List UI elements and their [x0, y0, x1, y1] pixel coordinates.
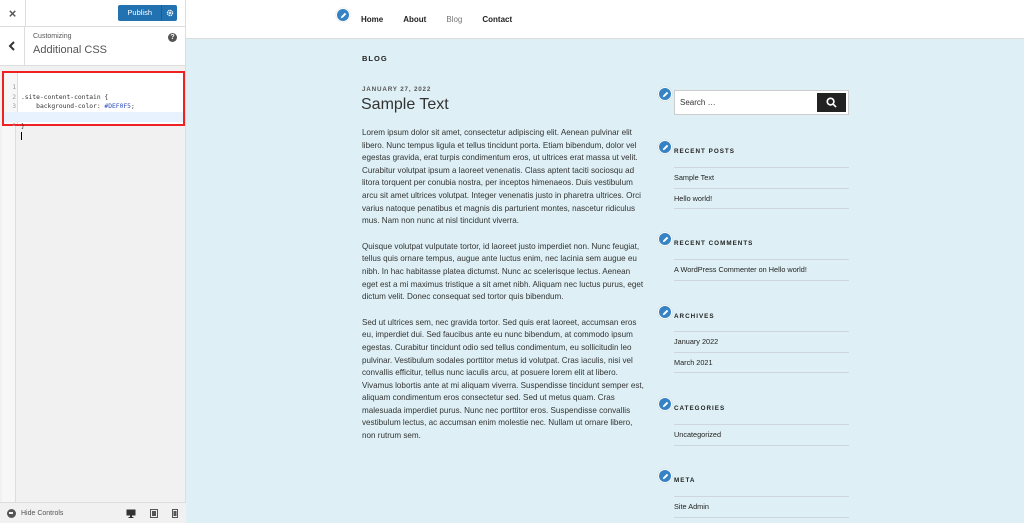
- close-customizer-button[interactable]: ×: [0, 0, 26, 26]
- edit-widget-shortcut[interactable]: [658, 397, 672, 411]
- edit-menu-shortcut[interactable]: [336, 8, 350, 22]
- list-item[interactable]: Sample Text: [674, 168, 849, 189]
- back-button[interactable]: [0, 27, 25, 65]
- pencil-icon: [340, 12, 347, 19]
- post-date[interactable]: JANUARY 27, 2022: [362, 86, 432, 93]
- edit-widget-shortcut[interactable]: [658, 232, 672, 246]
- list-item[interactable]: March 2021: [674, 353, 849, 374]
- list-item[interactable]: Uncategorized: [674, 425, 849, 446]
- post-paragraph: Quisque volutpat vulputate tortor, id laoreet justo imperdiet non. Nunc feugiat, tellus quis ornare tempus, augue ante luctus enim, nec lacinia sem augue eu nibh. In hac habitasse platea dictumst. Nunc ac scelerisque lectus. Aenean eget est a mi maximus tristique a sit amet nibh. Aliquam nec luctus purus, eget dictum velit. Donec consequat sed tortor quis bibendum.: [362, 241, 644, 302]
- nav-item-contact[interactable]: Contact: [482, 15, 513, 24]
- widget-title-recent-comments: RECENT COMMENTS: [674, 240, 754, 247]
- mobile-icon: [172, 509, 178, 518]
- edit-widget-shortcut[interactable]: [658, 305, 672, 319]
- pencil-icon: [662, 401, 669, 408]
- meta-list: [674, 496, 849, 518]
- publish-settings-button[interactable]: [161, 5, 177, 21]
- site-navigation: [186, 0, 1024, 39]
- edit-widget-shortcut[interactable]: [658, 87, 672, 101]
- widget-title-categories: CATEGORIES: [674, 405, 726, 412]
- gear-icon: [166, 9, 174, 17]
- publish-button[interactable]: Publish: [118, 5, 161, 21]
- list-item[interactable]: January 2022: [674, 332, 849, 353]
- comment-author-link[interactable]: A WordPress Commenter: [674, 265, 757, 274]
- site-preview: [186, 0, 1024, 523]
- publish-group: [118, 5, 177, 21]
- desktop-icon: [126, 509, 136, 518]
- search-widget: [674, 90, 849, 115]
- list-item[interactable]: Hello world!: [674, 189, 849, 210]
- nav-item-blog[interactable]: Blog: [446, 15, 463, 24]
- section-header: [0, 27, 185, 66]
- post-title[interactable]: Sample Text: [361, 96, 449, 113]
- pencil-icon: [662, 309, 669, 316]
- code-line-active: [4, 112, 183, 122]
- pencil-icon: [662, 91, 669, 98]
- list-item: A WordPress Commenter on Hello world!: [674, 260, 849, 281]
- widget-title-archives: ARCHIVES: [674, 313, 715, 320]
- collapse-icon: [7, 509, 16, 518]
- code-line: 3: [12, 103, 16, 111]
- post-paragraph: Lorem ipsum dolor sit amet, consectetur adipiscing elit. Aenean pulvinar elit libero. Nunc tempus ligula et tellus tincidunt porta. Etiam bibendum, dolor vel egestas gravida, erat turpis condimentum eros, ut ultrices erat massa ut velit. Curabitur volutpat ipsum a laoreet venenatis. Class aptent taciti sociosqu ad litora torquent per conubia nostra, per inceptos himenaeos. Duis vestibulum arcu sit amet ultrices volutpat. Integer venenatis justo in pharetra ultrices. Orci varius natoque penatibus et magnis dis parturient montes, nascetur ridiculus mus. Nam non nunc at nisl tincidunt viverra.: [362, 128, 641, 226]
- nav-item-home[interactable]: Home: [361, 15, 384, 24]
- widget-title-recent-posts: RECENT POSTS: [674, 148, 735, 155]
- page-title: BLOG: [362, 54, 388, 63]
- categories-list: [674, 424, 849, 446]
- css-code-editor[interactable]: [2, 71, 185, 126]
- edit-widget-shortcut[interactable]: [658, 469, 672, 483]
- list-item[interactable]: Site Admin: [674, 497, 849, 518]
- tablet-preview-button[interactable]: [150, 509, 158, 518]
- code-line: [4, 102, 183, 112]
- nav-item-about[interactable]: About: [403, 15, 427, 24]
- pencil-icon: [662, 473, 669, 480]
- search-button[interactable]: [817, 93, 846, 112]
- customizer-sidebar: [0, 0, 186, 523]
- code-line: 1 .site-content-contain {: [12, 83, 109, 101]
- edit-widget-shortcut[interactable]: [658, 140, 672, 154]
- comment-post-link[interactable]: Hello world!: [768, 265, 807, 274]
- archives-list: [674, 331, 849, 373]
- post-content: [362, 127, 644, 456]
- chevron-left-icon: [8, 41, 16, 51]
- customizer-footer: [0, 502, 186, 523]
- customizer-top-bar: [0, 0, 185, 27]
- text-cursor: [21, 132, 22, 140]
- nav-menu: [361, 15, 532, 24]
- recent-posts-list: [674, 167, 849, 209]
- help-icon[interactable]: ?: [168, 33, 177, 42]
- recent-comments-list: [674, 259, 849, 281]
- device-preview-buttons: [126, 509, 186, 518]
- customizing-label: Customizing: [33, 33, 72, 40]
- search-icon: [826, 97, 837, 108]
- search-input[interactable]: [675, 91, 818, 114]
- tablet-icon: [150, 509, 158, 518]
- section-title: Additional CSS: [33, 44, 107, 56]
- pencil-icon: [662, 144, 669, 151]
- desktop-preview-button[interactable]: [126, 509, 136, 518]
- mobile-preview-button[interactable]: [172, 509, 178, 518]
- post-paragraph: Sed ut ultrices sem, nec gravida tortor. Sed quis erat laoreet, accumsan eros eu, imperdiet dui. Sed faucibus ante eu nunc bibendum, at commodo ipsum egestas. Curabitur tincidunt odio sed tellus condimentum, eu sollicitudin leo pulvinar. Vestibulum sodales porttitor metus id volutpat. Cras iaculis, nisi vel convallis efficitur, tellus nunc iaculis arcu, at posuere lorem elit at libero. Vivamus lobortis ante at mi aliquam viverra. Suspendisse tincidunt semper est, aliquam condimentum eros consectetur sed. Sed ut metus quam. Cras malesuada imperdiet purus. Nunc nec porttitor eros. Suspendisse convallis vestibulum lectus, ac accumsan enim molestie nec. Nullam ut ornare libero, non rutrum sem.: [362, 317, 644, 441]
- widget-title-meta: META: [674, 477, 696, 484]
- code-line: 2 background-color: #DEF0F5;: [12, 93, 135, 111]
- hide-controls-button[interactable]: Hide Controls: [0, 509, 63, 518]
- pencil-icon: [662, 236, 669, 243]
- code-gutter-extension: [2, 126, 16, 502]
